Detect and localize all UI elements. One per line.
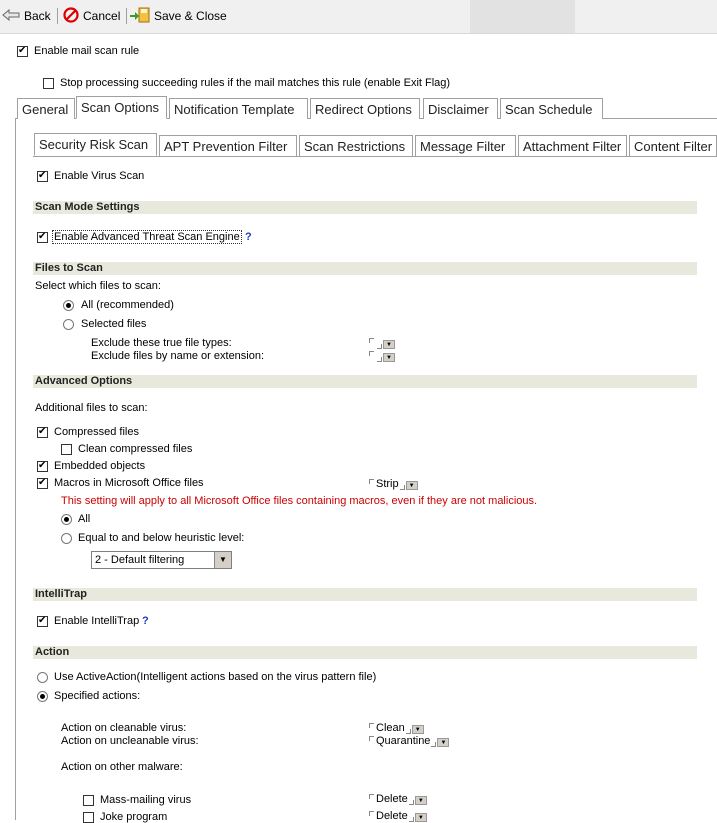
enable-virus-scan-label: Enable Virus Scan xyxy=(54,170,145,182)
subtab-apt-prevention-filter[interactable]: APT Prevention Filter xyxy=(159,135,297,156)
embedded-objects-label: Embedded objects xyxy=(54,460,146,472)
clean-compressed-checkbox[interactable] xyxy=(61,444,72,455)
dropdown-arrow-icon: ▼ xyxy=(383,353,395,362)
embedded-objects-checkbox[interactable] xyxy=(37,461,48,472)
back-label: Back xyxy=(24,9,51,23)
tab-scan-options[interactable]: Scan Options xyxy=(76,96,167,119)
activeaction-label: Use ActiveAction(Intelligent actions based on the virus pattern file) xyxy=(54,671,377,683)
save-close-icon xyxy=(130,6,150,27)
dropdown-arrow-icon: ▼ xyxy=(383,340,395,349)
enable-intellitrap-checkbox[interactable] xyxy=(37,616,48,627)
compressed-files-label: Compressed files xyxy=(54,426,139,438)
advanced-options-header: Advanced Options xyxy=(33,375,697,388)
uncleanable-virus-value: Quarantine xyxy=(376,735,431,747)
dropdown-arrow-icon: ▼ xyxy=(406,481,418,490)
macros-checkbox[interactable] xyxy=(37,478,48,489)
heuristic-level-label: Equal to and below heuristic level: xyxy=(78,532,245,544)
cancel-icon xyxy=(63,7,79,26)
intellitrap-header: IntelliTrap xyxy=(33,588,697,601)
content-frame-left xyxy=(15,118,16,820)
heuristic-level-value: 2 - Default filtering xyxy=(95,554,185,566)
tab-general[interactable]: General xyxy=(17,98,75,119)
dropdown-arrow-icon: ▼ xyxy=(437,738,449,747)
save-close-button[interactable] xyxy=(130,7,227,25)
macros-all-label: All xyxy=(78,513,91,525)
macros-action-value: Strip xyxy=(376,478,399,490)
scan-selected-label: Selected files xyxy=(81,318,147,330)
exclude-types-dropdown[interactable] xyxy=(369,338,395,349)
enable-mail-scan-rule-label: Enable mail scan rule xyxy=(34,45,140,57)
tab-disclaimer[interactable]: Disclaimer xyxy=(423,98,498,119)
chevron-down-icon: ▼ xyxy=(214,552,231,568)
cleanable-virus-label: Action on cleanable virus: xyxy=(61,722,187,734)
uncleanable-virus-dropdown[interactable] xyxy=(369,736,449,747)
tab-scan-schedule[interactable]: Scan Schedule xyxy=(500,98,603,119)
back-button[interactable] xyxy=(2,7,51,25)
additional-files-label: Additional files to scan: xyxy=(35,402,148,414)
mass-mailing-label: Mass-mailing virus xyxy=(100,794,192,806)
dropdown-arrow-icon: ▼ xyxy=(415,796,427,805)
cleanable-virus-value: Clean xyxy=(376,722,405,734)
specified-actions-label: Specified actions: xyxy=(54,690,141,702)
subtab-message-filter[interactable]: Message Filter xyxy=(415,135,516,156)
dropdown-arrow-icon: ▼ xyxy=(412,725,424,734)
toolbar-separator xyxy=(126,8,127,24)
tab-redirect-options[interactable]: Redirect Options xyxy=(310,98,420,119)
other-malware-label: Action on other malware: xyxy=(61,761,183,773)
scan-all-radio[interactable] xyxy=(63,300,74,311)
subtab-attachment-filter[interactable]: Attachment Filter xyxy=(518,135,627,156)
scan-mode-settings-header: Scan Mode Settings xyxy=(33,201,697,214)
dropdown-arrow-icon: ▼ xyxy=(415,813,427,822)
clean-compressed-label: Clean compressed files xyxy=(78,443,193,455)
joke-program-value: Delete xyxy=(376,810,408,822)
toolbar-segment xyxy=(470,0,575,33)
subtab-security-risk-scan[interactable]: Security Risk Scan xyxy=(34,133,157,156)
joke-program-dropdown[interactable] xyxy=(369,811,427,822)
files-to-scan-header: Files to Scan xyxy=(33,262,697,275)
joke-program-label: Joke program xyxy=(100,811,168,823)
mass-mailing-value: Delete xyxy=(376,793,408,805)
advanced-threat-engine-checkbox[interactable] xyxy=(37,232,48,243)
macros-label: Macros in Microsoft Office files xyxy=(54,477,204,489)
macros-all-radio[interactable] xyxy=(61,514,72,525)
exclude-names-label: Exclude files by name or extension: xyxy=(91,350,265,362)
toolbar-separator xyxy=(57,8,58,24)
back-arrow-icon xyxy=(2,9,20,24)
cleanable-virus-dropdown[interactable] xyxy=(369,723,424,734)
subtab-scan-restrictions[interactable]: Scan Restrictions xyxy=(299,135,413,156)
intellitrap-help-icon[interactable]: ? xyxy=(142,615,149,627)
heuristic-level-select[interactable] xyxy=(91,551,232,569)
macros-warning: This setting will apply to all Microsoft Office files containing macros, even if they are not malicious. xyxy=(61,495,538,507)
compressed-files-checkbox[interactable] xyxy=(37,427,48,438)
files-to-scan-prompt: Select which files to scan: xyxy=(35,280,161,292)
cancel-button[interactable] xyxy=(63,7,120,25)
action-header: Action xyxy=(33,646,697,659)
exclude-types-label: Exclude these true file types: xyxy=(91,337,232,349)
toolbar xyxy=(0,0,717,34)
advanced-threat-engine-label: Enable Advanced Threat Scan Engine xyxy=(54,231,240,243)
save-close-label: Save & Close xyxy=(154,9,227,23)
enable-virus-scan-checkbox[interactable] xyxy=(37,171,48,182)
mass-mailing-checkbox[interactable] xyxy=(83,795,94,806)
cancel-label: Cancel xyxy=(83,9,121,23)
exclude-names-dropdown[interactable] xyxy=(369,351,395,362)
enable-intellitrap-label: Enable IntelliTrap xyxy=(54,615,140,627)
uncleanable-virus-label: Action on uncleanable virus: xyxy=(61,735,199,747)
mass-mailing-dropdown[interactable] xyxy=(369,794,427,805)
macros-action-dropdown[interactable] xyxy=(369,479,418,490)
scan-all-label: All (recommended) xyxy=(81,299,174,311)
advanced-engine-help-icon[interactable]: ? xyxy=(245,231,252,243)
specified-actions-radio[interactable] xyxy=(37,691,48,702)
activeaction-radio[interactable] xyxy=(37,672,48,683)
subtab-content-filter[interactable]: Content Filter xyxy=(629,135,717,156)
joke-program-checkbox[interactable] xyxy=(83,812,94,823)
heuristic-level-radio[interactable] xyxy=(61,533,72,544)
enable-mail-scan-rule-checkbox[interactable] xyxy=(17,46,28,57)
tab-notification-template[interactable]: Notification Template xyxy=(169,98,308,119)
scan-selected-radio[interactable] xyxy=(63,319,74,330)
stop-processing-label: Stop processing succeeding rules if the mail matches this rule (enable Exit Flag) xyxy=(60,77,451,89)
stop-processing-checkbox[interactable] xyxy=(43,78,54,89)
